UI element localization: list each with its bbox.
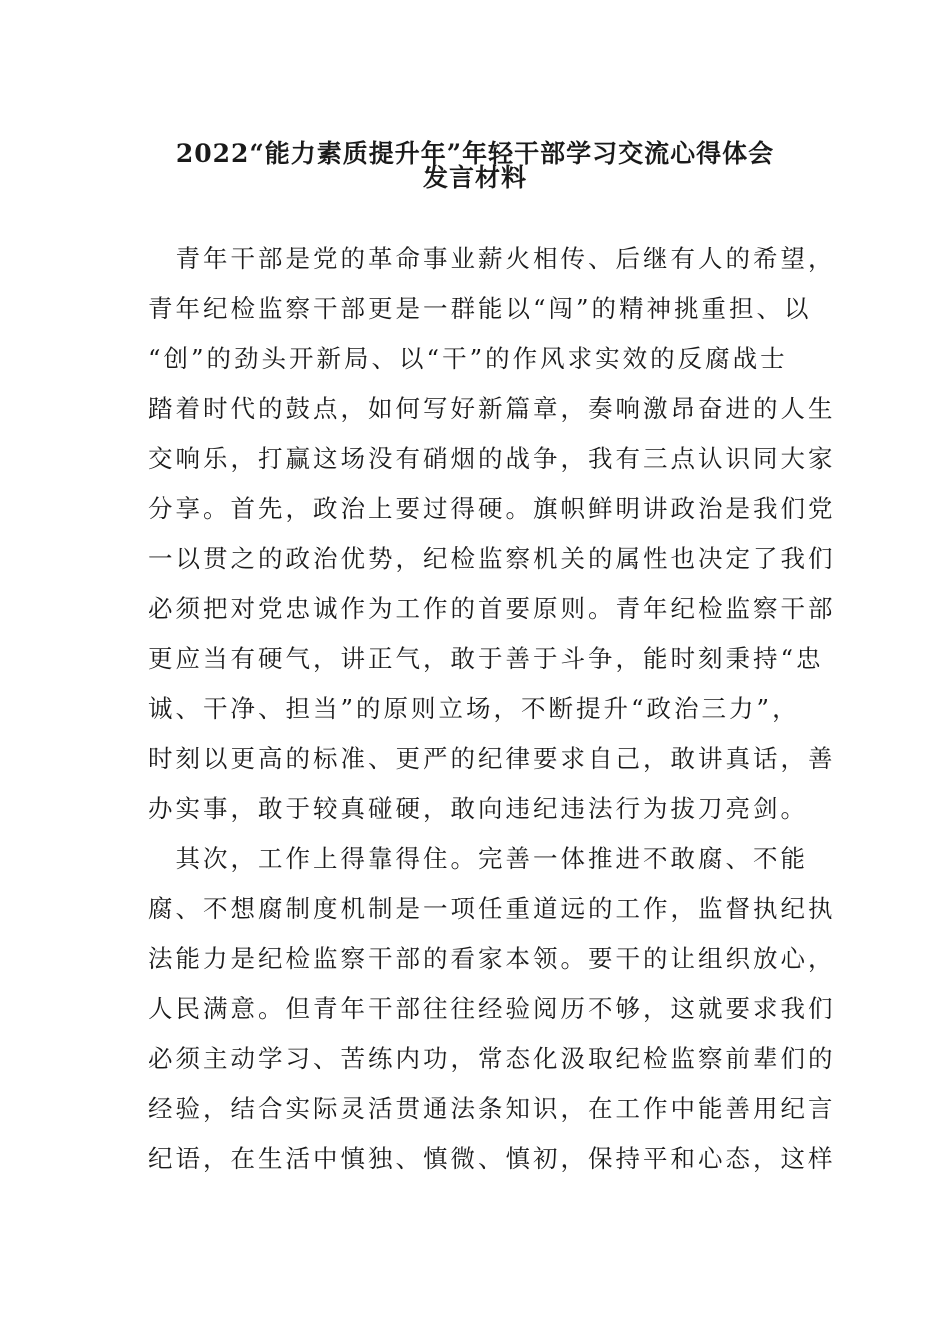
body-line: 踏着时代的鼓点，如何写好新篇章，奏响激昂奋进的人生 [148,394,836,423]
body-line: “创”的劲头开新局、以“干”的作风求实效的反腐战士 [148,344,788,373]
body-line: 必须主动学习、苦练内功，常态化汲取纪检监察前辈们的 [148,1044,836,1073]
body-line: 办实事，敢于较真碰硬，敢向违纪违法行为拔刀亮剑。 [148,794,808,823]
document-body [148,234,836,1184]
body-line: 腐、不想腐制度机制是一项任重道远的工作，监督执纪执 [148,894,836,923]
body-line: 人民满意。但青年干部往往经验阅历不够，这就要求我们 [148,994,836,1023]
body-line: 青年纪检监察干部更是一群能以“闯”的精神挑重担、以 [148,294,812,323]
body-line: 其次，工作上得靠得住。完善一体推进不敢腐、不能 [148,844,808,873]
body-line: 法能力是纪检监察干部的看家本领。要干的让组织放心， [148,944,836,973]
body-line: 时刻以更高的标准、更严的纪律要求自己，敢讲真话，善 [148,744,836,773]
body-line: 一以贯之的政治优势，纪检监察机关的属性也决定了我们 [148,544,836,573]
document-title-line-1: 2022“能力素质提升年”年轻干部学习交流心得体会 [175,139,775,168]
body-line: 交响乐，打赢这场没有硝烟的战争，我有三点认识同大家 [148,444,836,473]
body-line: 纪语，在生活中慎独、慎微、慎初，保持平和心态，这样 [148,1144,836,1173]
body-line: 经验，结合实际灵活贯通法条知识，在工作中能善用纪言 [148,1094,836,1123]
body-line: 更应当有硬气，讲正气，敢于善于斗争，能时刻秉持“忠 [148,644,824,673]
body-line: 诚、干净、担当”的原则立场，不断提升“政治三力”， [148,694,800,723]
body-line: 分享。首先，政治上要过得硬。旗帜鲜明讲政治是我们党 [148,494,836,523]
body-line: 必须把对党忠诚作为工作的首要原则。青年纪检监察干部 [148,594,836,623]
document-title-line-2: 发言材料 [422,163,527,192]
body-line: 青年干部是党的革命事业薪火相传、后继有人的希望， [148,244,836,273]
